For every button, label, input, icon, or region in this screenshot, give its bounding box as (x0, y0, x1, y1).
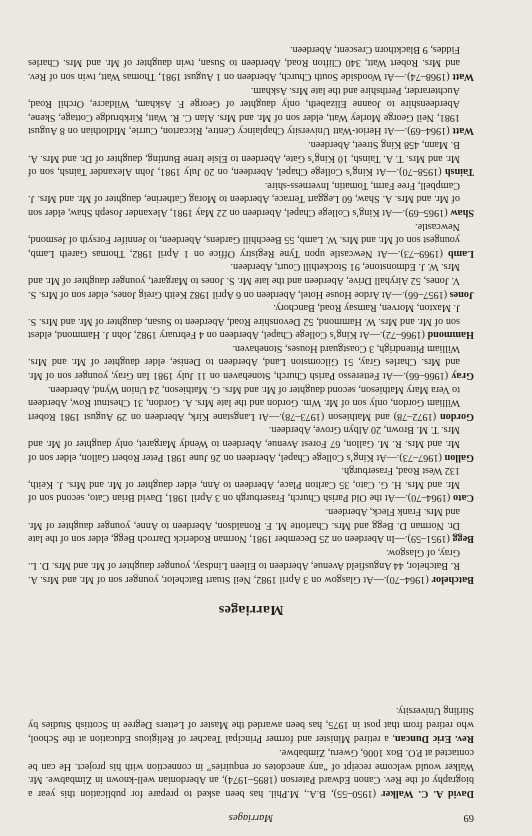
entry-text: (1964–70).—At Glasgow on 3 April 1982, Neil Stuart Batchelor, younger son of Mr. and Mrs. A. R. Batchelor, 44 Angusfield Avenue, Aberdeen to Eileen Lindsay, younger daughter of Mr. and Mrs. D. L. Gray, of Glasgow. (28, 546, 460, 585)
entry-surname: Watt (452, 125, 474, 137)
entry-text: (1958–70).—At King’s College Chapel, Aberdeen, on 20 July 1981, John Alexander Tainsh, son of Mr. and Mrs. T. A. Tainsh, 10 King’s Gate, Aberdeen to Elsie Irene Bunting, daughter of Dr. and Mrs. A. B. Mann, 458 King Street, Aberdeen. (28, 139, 460, 178)
notice-walker-text: (1950–55), B.A., M.Phil. has been asked to prepare for publication this year a biography of the Rev. Canon Edward Paterson (1895–1974), an Aberdonian well-known in Zimbabwe. Mr. Walker would welcome receipt of “any anecdotes or enquiries” in connection with his project. He can be contacted at P.O. Box 1006, Gweru, Zimbabwe. (28, 747, 474, 799)
marriage-entry (28, 137, 474, 178)
notice-walker (28, 746, 474, 800)
entry-text: (1964–70).—At the Old Parish Church, Fraserburgh on 3 April 1981, David Brian Cato, second son of Mr. and Mrs. H. G. Cato, 35 Carlton Place, Aberdeen to Ann, elder daughter of Mr. and Mrs. J. Keith, 132 West Road, Fraserburgh. (28, 465, 460, 504)
entry-surname: Begg (452, 533, 474, 545)
marriage-entry (28, 545, 474, 586)
marriage-entries (28, 42, 474, 586)
entry-text: (1969–73).—At Newcastle upon Tyne Registry Office on 1 April 1982, Thomas Gareth Lamb, youngest son of Mr. and Mrs. W. Lamb, 55 Beechhill Gardens, Aberdeen, to Jennifer Forsyth of Jesmond, Newcastle. (28, 220, 460, 259)
notice-duncan (28, 704, 474, 745)
running-head (28, 808, 474, 824)
page-number: 69 (463, 812, 474, 823)
marriage-entry (28, 219, 474, 260)
entry-surname: Batchelor (431, 574, 474, 585)
entry-surname: Hammond (427, 329, 474, 341)
marriage-entry (28, 83, 474, 137)
marriage-entry (28, 178, 474, 219)
section-heading-marriages: Marriages (218, 602, 284, 617)
marriage-entry (28, 464, 474, 505)
notice-walker-name: David A. C. Walker (381, 788, 474, 799)
entry-text: (1965–69).—At King’s College Chapel, Aberdeen on 22 May 1981, Alexander Joseph Shaw, elder son of Mr. and Mrs. A. Shaw, 60 Leggart Terrace, Aberdeen to Morag Catherine, daughter of Mr. and Mrs. J. Campbell, Free Farm, Tomatin, Inverness-shire. (28, 179, 460, 218)
entry-surname: Jones (449, 288, 474, 300)
marriage-entry (28, 423, 474, 464)
entry-surname: Watt (452, 71, 474, 83)
entry-surname: Tainsh (444, 166, 474, 178)
entry-surname: Shaw (450, 206, 474, 218)
notice-duncan-name: Rev. Eric Duncan (394, 732, 474, 744)
intro-notices (28, 703, 474, 800)
marriage-entry (28, 42, 474, 83)
entry-text: (1964–69).—At Heriot-Watt University Chaplaincy Centre, Riccarton, Currie, Midlothian on 8 August 1981, Neil George Morley Watt, elder son of Mr. and Mrs. Alan C. R. Watt, Kirkbrudge Cottage, Skene, Aberdeenshire to Joanne Elizabeth, only daughter of George F. Askham, Wildacre, Orchil Road, Auchterarder, Perthshire and the late Mrs. Askham. (28, 84, 460, 137)
entry-surname: Cato (453, 492, 474, 504)
marriage-entry (28, 341, 474, 382)
marriage-entry (28, 260, 474, 301)
entry-surname: Lamb (447, 247, 474, 259)
marriage-entry (28, 382, 474, 423)
entry-text: (1967–73).—At King’s College Chapel, Aberdeen on 26 June 1981 Peter Robert Gallon, elder son of Mr. and Mrs. R. M. Gallon, 67 Forest Avenue, Aberdeen to Wendy Margaret, only daughter of Mr. and Mrs. T. M. Brown, 20 Albyn Grove, Aberdeen. (28, 424, 460, 463)
marriage-entry (28, 504, 474, 545)
notice-duncan-text: , a retired Minister and former Principal Teacher of Religious Education at the School, who retired from that post in 1975, has been awarded the Master of Letters Degree in Scottish Studies by Stirling University. (28, 705, 474, 744)
entry-surname: Gallon (444, 451, 474, 463)
entry-text: (1957–66).—At Ardoe House Hotel, Aberdeen on 6 April 1982 Keith Greig Jones, elder son of Mrs. S. V. Jones, 52 Airyhall Drive, Aberdeen and the late Mr. S. Jones to Margaret, younger daughter of Mr. and Mrs. W. J. Edmonstone, 91 Stockethill Court, Aberdeen. (28, 261, 460, 300)
entry-surname: Gordon (440, 410, 474, 422)
marriage-entry (28, 301, 474, 342)
entry-surname: Gray (451, 370, 474, 382)
entry-text: (1968–74).—At Woodside South Church, Aberdeen on 1 August 1981, Thomas Watt, twin son of Rev. and Mrs. Robert Watt, 340 Clifton Road, Aberdeen to Susan, twin daughter of Mr. and Mrs. Charles Fiddes, 9 Blackthorn Crescent, Aberdeen. (28, 43, 460, 83)
entry-text: (1966–72).—At King’s College Chapel, Aberdeen on 4 February 1982, John J. Hammond, eldest son of Mr. and Mrs. W. Hammond, 52 Devonshire Road, Aberdeen to Susan, daughter of Mr. and Mrs. S. J. Maxton, Morven, Ramsay Road, Banchory. (28, 302, 460, 341)
entry-text: (1951–59).—In Aberdeen on 25 December 1981, Norman Roderick Darroch Begg, elder son of the late Dr. Norman D. Begg and Mrs. Charlotte M. F. Ronaldson, Aberdeen to Anne, younger daughter of Mr. and Mrs. Frank Fleck, Aberdeen. (28, 506, 460, 545)
running-title: Marriages (228, 812, 274, 823)
entry-text: (1966–66).—At Fetteresso Parish Church, Stonehaven on 11 July 1981 Ian Gray, younger son of Mr. and Mrs. Charles Gray, 51 Gilcomston Land, Aberdeen to Denise, elder daughter of Mr. and Mrs. William Pittendrigh, 3 Coastguard Houses, Stonehaven. (28, 342, 460, 382)
entry-text: (1972–78) and Mathieson (1973–78).—At Langstane Kirk, Aberdeen on 29 August 1981 Robert William Gordon, only son of Mr. Wm. Gordon and the late Mrs. A. Gordon, 31 Chestnut Row, Aberdeen to Vera Mary Mathieson, second daughter of Mr. and Mrs. G. Mathieson, 24 Union Wynd, Aberdeen. (28, 383, 460, 422)
